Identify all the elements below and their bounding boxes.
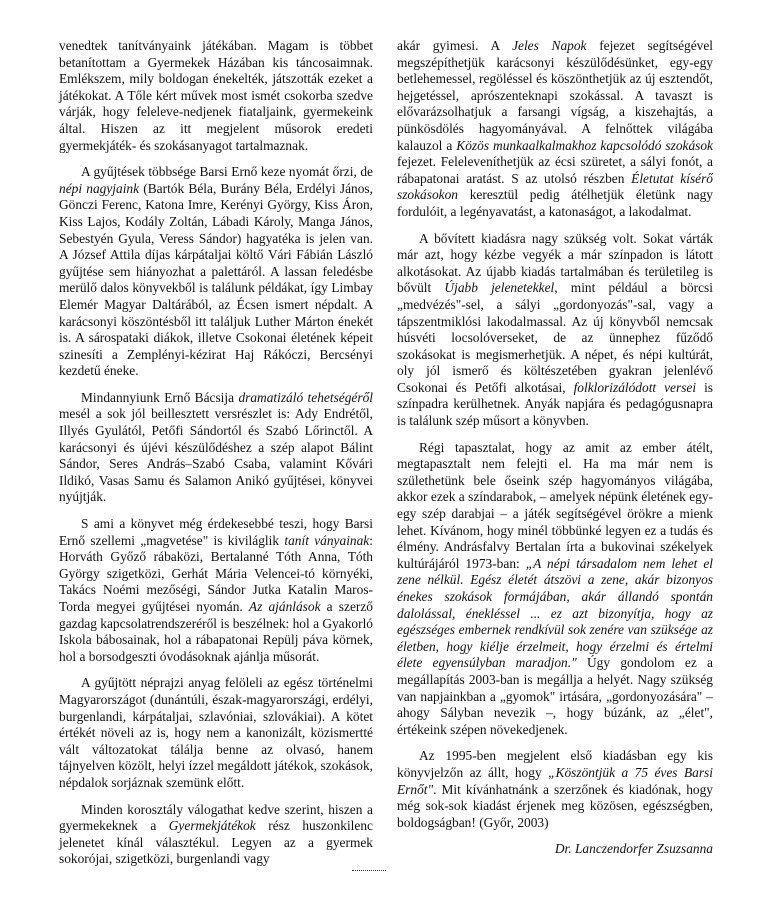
paragraph: S ami a könyvet még érdekesebbé teszi, hogy Barsi Ernő szellemi „magvetése" is kiviláglik tanít ványainak: Horváth Győző rábaközi, Bertalanné Tóth Anna, Tóth György szigetközi, Gerhát Mária Velencei-tó környéki, Takács Noémi mezőségi, Sándor Jutka Katalin Maros-Torda megyei gyűjtései nyomán. Az ajánlások a szerző gazdag kapcsolatrendszeréről is beszélnek: hol a Gyakorló Iskola bábosainak, hol a rábapatonai Repülj páva körnek, hol a borsodgeszti óvodásoknak ajánlja műsorát.: [59, 516, 373, 664]
paragraph: Régi tapasztalat, hogy az amit az ember átélt, megtapasztalt nem felejti el. Ha ma már nem is születhetünk bele őseink szép hagyományos világába, akkor ezek a színdarabok, – amelyek népünk életének egy-egy szép darabjai – a játék segítségével örökre a mienk lehet. Kívánom, hogy minél többünké legyen ez a tudás és élmény. Andrásfalvy Bertalan írta a bukovinai székelyek kultúrájáról 1973-ban: „A népi társadalom nem lehet el zene nélkül. Egész életét átszövi a zene, akár bizonyos énekes szokások formájában, akár állandó spontán dalolással, énekléssel ... ez azt bizonyítja, hogy az egészséges embernek rendkívül sok zenére van szüksége az életben, hogy kiélje érzelmeit, hogy érzelmi és értelmi élete egyensúlyban maradjon." Úgy gondolom ez a megállapítás 2003-ban is megállja a helyét. Nagy szükség van napjainkban a „gyomok" irtására, „gordonyozására" – ahogy Sályban nevezik –, hogy búzánk, az „élet", értékeink szépen növekedjenek.: [397, 439, 713, 737]
paragraph: A gyűjtések többsége Barsi Ernő keze nyomát őrzi, de népi nagyjaink (Bartók Béla, Burány Béla, Erdélyi János, Gönczi Ferenc, Katona Imre, Kerényi György, Kiss Áron, Kiss Lajos, Kodály Zoltán, Lábadi Károly, Manga János, Sebestyén Gyula, Veress Sándor) hagyatéka is jelen van. A József Attila díjas kárpátaljai költő Vári Fábián László gyűjtése sem hiányozhat a palettáról. A lassan feledésbe merülő dalos könyvekből is találunk példákat, így Limbay Elemér Magyar Daltárából, az Écsen ismert népdalt. A karácsonyi köszöntésből itt találjuk Luther Márton énekét is. A sárospataki diákok, illetve Csokonai életének képeit szinesíti a Zemplényi-kézirat Haj Rákóczi, Bercsényi kezdetű éneke.: [59, 164, 373, 379]
paragraph: Mindannyiunk Ernő Bácsija dramatizáló tehetségéről mesél a sok jól beillesztett versrészlet is: Ady Endrétől, Illyés Gyulától, Petőfi Sándortól és Szabó Lőrinctől. A karácsonyi és újévi készülődéshez a szép alapot Bálint Sándor, Seres András–Szabó Csaba, valamint Kővári Ildikó, Vasas Samu és Salamon Anikó gyűjtései, könyvei nyújtják.: [59, 389, 373, 505]
paragraph: akár gyimesi. A Jeles Napok fejezet segítségével megszépíthetjük karácsonyi készülődésünket, egy-egy betlehemessel, regöléssel és köszönthetjük az új esztendőt, hejgetéssel, aprószenteknapi szokással. A tavaszt is elővarázsolhatjuk a farsangi vígság, a kiszehajtás, a pünkösdölés hagyományával. A felnőttek világába kalauzol a Közös munkaalkalmakhoz kapcsolódó szokások fejezet. Feleleveníthetjük az écsi szüretet, a sályi fonót, a rábapatonai aratást. S az utolsó részben Életutat kísérő szokásokon keresztül pedig átélhetjük életünk nagy fordulóit, a legényavatást, a katonaságot, a lakodalmat.: [397, 38, 714, 219]
paragraph: A gyűjtött néprajzi anyag felöleli az egész történelmi Magyarországot (dunántúli, észak-magyarországi, erdélyi, burgenlandi, kárpátaljai, szlavóniai, szlovákiai). A kötet értékét növeli az is, hogy nem a kanonizált, közismertté vált változatokat tálálja benne az olvasó, hanem tájnyelven közölt, helyi ízzel megáldott játékok, szokások, népdalok sorjáznak szemünk előtt.: [59, 675, 373, 790]
right-column: [397, 38, 713, 868]
paragraph: Az 1995-ben megjelent első kiadásban egy kis könyvjelzőn az állt, hogy „Köszöntjük a 75 éves Barsi Ernőt". Mit kívánhatnánk a szerzőnek és kiadónak, hogy még sok-sok kiadást érjenek meg közösen, egészségben, boldogságban! (Győr, 2003): [397, 748, 713, 830]
paragraph: A bővített kiadásra nagy szükség volt. Sokat várták már azt, hogy kézbe vegyék a már színpadon is látott alkotásokat. Az újabb kiadás tartalmában és területileg is bővült Újabb jelenetekkel, mint például a börcsi „medvézés"-sel, a sályi „gordonyozás"-sal, vagy a tápszentmiklósi lakodalmassal. Az új könyvből nemcsak húsvéti locsolóverseket, de az ünnephez fűződő szokásokat is megismerhetjük. A népet, és népi kultúrát, oly jól ismerő és költészetében gyakran jelenlévő Csokonai és Petőfi alkotásai, folklorizálódott versei is színpadra kerülhetnek. Anyák napjára és pedagógusnapra is találunk szép műsort a könyvben.: [397, 230, 713, 429]
paragraph: venedtek tanítványaink játékában. Magam is többet betanítottam a Gyermekek Házában kis táncosaimnak. Emlékszem, mily boldogan énekelték, játszották ezeket a játékokat. A Tőle kért művek most ismét csokorba szedve várják, hogy feleleve-nedjenek fiataljaink, gyermekeink által. Hiszen az itt megjelent műsorok eredeti gyermekjáték- és szokásanyagot tartalmaznak.: [59, 38, 373, 153]
paragraph: Minden korosztály válogathat kedve szerint, hiszen a gyermekeknek a Gyermekjátékok rész huszonkilenc jelenetet kínál választékul. Legyen az a gyermek sokorójai, szigetközi, burgenlandi vagy: [59, 801, 373, 867]
author-signature: Dr. Lanczendorfer Zsuzsanna: [554, 841, 713, 857]
footer-divider: [352, 870, 386, 871]
left-column: [59, 38, 373, 878]
